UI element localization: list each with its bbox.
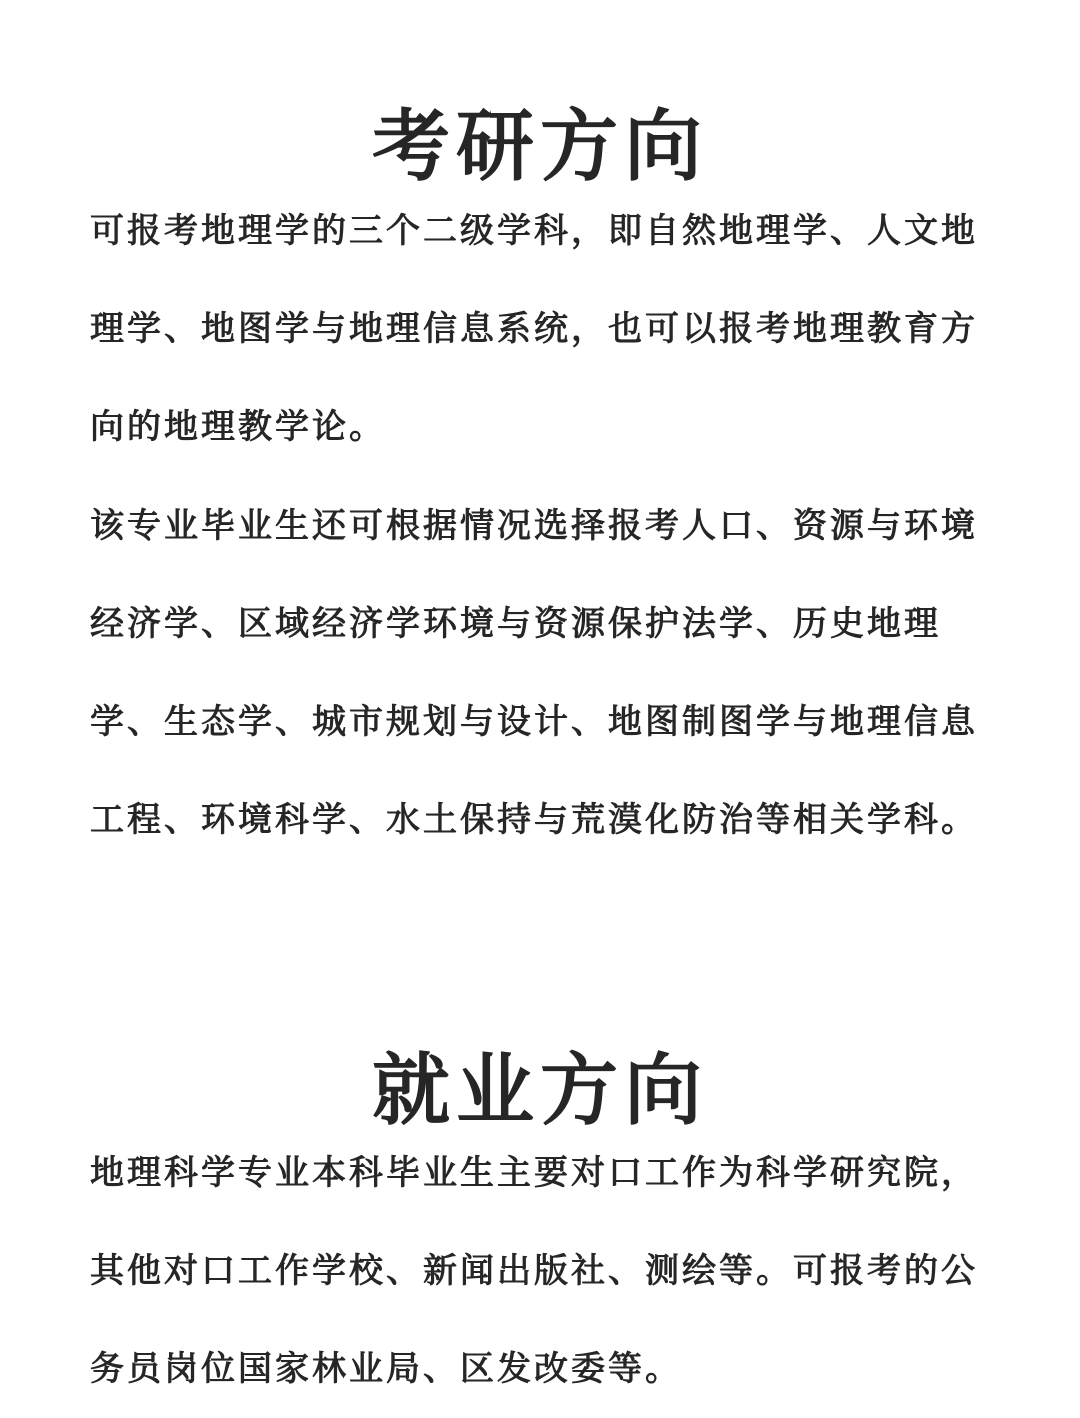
kaoyan-paragraph-1: 可报考地理学的三个二级学科，即自然地理学、人文地理学、地图学与地理信息系统，也可以报考地理教育方向的地理教学论。: [90, 211, 978, 447]
kaoyan-paragraph-2: 该专业毕业生还可根据情况选择报考人口、资源与环境经济学、区域经济学环境与资源保护法学、历史地理学、生态学、城市规划与设计、地图制图学与地理信息工程、环境科学、水土保持与荒漠化防治等相关学科。: [90, 506, 978, 840]
section-title-kaoyan: 考研方向: [371, 102, 708, 193]
section-title-jiuye: 就业方向: [371, 1046, 708, 1137]
jiuye-paragraph-1: 地理科学专业本科毕业生主要对口工作为科学研究院，其他对口工作学校、新闻出版社、测绘等。可报考的公务员岗位国家林业局、区发改委等。: [90, 1153, 978, 1389]
